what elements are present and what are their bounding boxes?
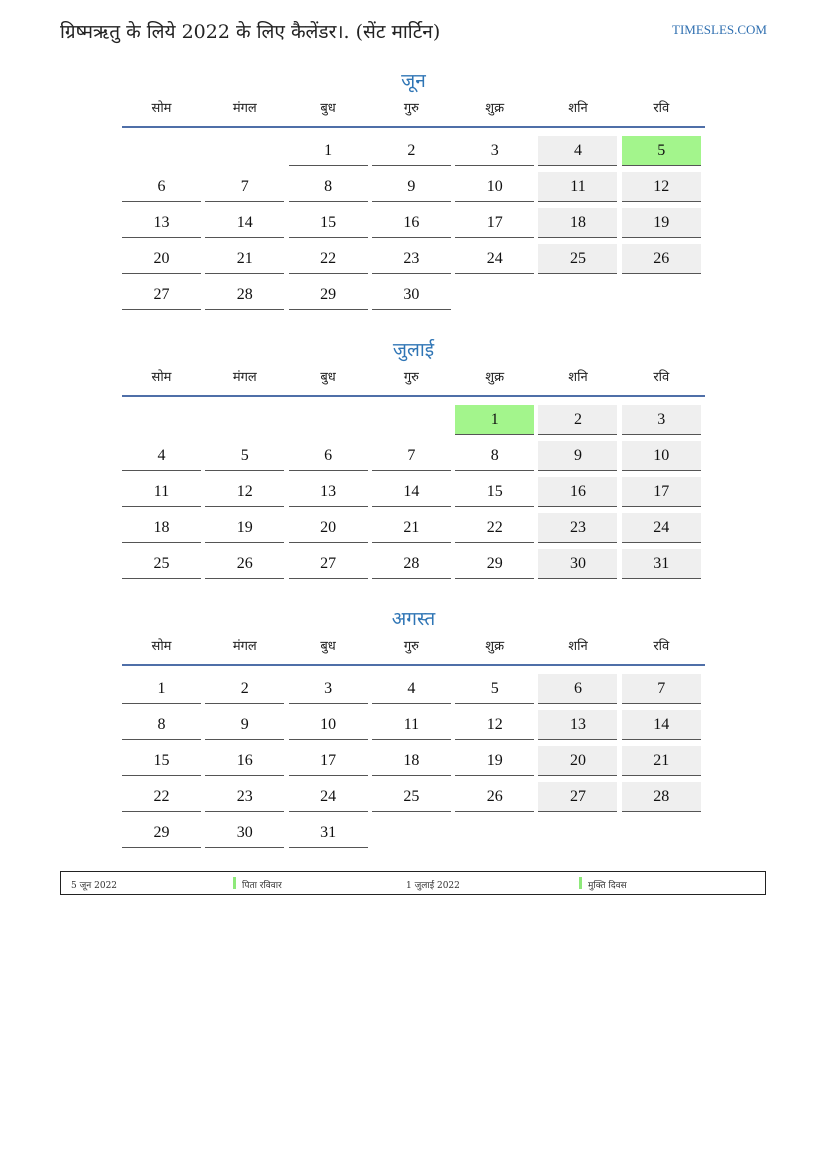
day-cell[interactable]: 25 [538, 244, 617, 274]
day-cell[interactable]: 14 [205, 208, 284, 238]
day-cell[interactable]: 7 [372, 441, 451, 471]
day-cell[interactable]: 3 [289, 674, 368, 704]
day-grid [122, 674, 705, 854]
day-cell[interactable]: 6 [538, 674, 617, 704]
day-cell[interactable]: 15 [289, 208, 368, 238]
weekday-header [122, 367, 705, 397]
weekday-label: मंगल [232, 639, 257, 654]
day-cell[interactable]: 22 [289, 244, 368, 274]
day-cell[interactable]: 17 [622, 477, 701, 507]
empty-day-cell [455, 818, 534, 848]
day-cell[interactable]: 24 [455, 244, 534, 274]
day-cell[interactable]: 1 [289, 136, 368, 166]
day-cell[interactable]: 20 [289, 513, 368, 543]
day-cell[interactable]: 13 [289, 477, 368, 507]
weekday-label: मंगल [232, 101, 257, 116]
day-cell[interactable]: 2 [205, 674, 284, 704]
page-title: ग्रिष्मऋतु के लिये 2022 के लिए कैलेंडर।. (सेंट मार्टिन) [60, 21, 441, 43]
month-block [122, 606, 705, 854]
empty-day-cell [289, 405, 368, 435]
empty-day-cell [205, 405, 284, 435]
weekday-label: गुरु [403, 370, 419, 385]
day-cell[interactable]: 20 [122, 244, 201, 274]
day-cell[interactable]: 4 [538, 136, 617, 166]
day-cell[interactable]: 14 [622, 710, 701, 740]
month-title: जुलाई [392, 339, 435, 361]
day-cell[interactable]: 5 [205, 441, 284, 471]
day-cell[interactable]: 7 [622, 674, 701, 704]
day-cell[interactable]: 27 [289, 549, 368, 579]
empty-day-cell [455, 280, 534, 310]
day-cell[interactable]: 15 [455, 477, 534, 507]
day-cell[interactable]: 18 [538, 208, 617, 238]
month-title: जून [401, 70, 426, 92]
day-cell[interactable]: 16 [538, 477, 617, 507]
empty-day-cell [538, 280, 617, 310]
day-cell[interactable]: 27 [538, 782, 617, 812]
empty-day-cell [372, 818, 451, 848]
weekday-label: शनि [568, 639, 588, 654]
day-cell[interactable]: 18 [372, 746, 451, 776]
legend-marker-1 [233, 877, 236, 889]
day-cell[interactable]: 30 [205, 818, 284, 848]
day-cell[interactable]: 8 [122, 710, 201, 740]
weekday-label: गुरु [403, 101, 419, 116]
day-cell[interactable]: 11 [122, 477, 201, 507]
legend-date-1: 5 जून 2022 [71, 881, 118, 891]
legend-marker-2 [579, 877, 582, 889]
day-cell[interactable]: 23 [538, 513, 617, 543]
day-cell[interactable]: 19 [455, 746, 534, 776]
day-cell[interactable]: 24 [289, 782, 368, 812]
day-cell[interactable]: 26 [622, 244, 701, 274]
weekday-header [122, 636, 705, 666]
day-cell[interactable]: 15 [122, 746, 201, 776]
day-cell[interactable]: 21 [205, 244, 284, 274]
day-cell[interactable]: 20 [538, 746, 617, 776]
day-cell[interactable]: 16 [205, 746, 284, 776]
empty-day-cell [538, 818, 617, 848]
day-cell[interactable]: 13 [538, 710, 617, 740]
weekday-label: बुध [320, 370, 336, 385]
day-cell[interactable]: 26 [205, 549, 284, 579]
legend-label-1: पिता रविवार [242, 881, 282, 891]
empty-day-cell [122, 405, 201, 435]
day-cell[interactable]: 4 [372, 674, 451, 704]
day-cell[interactable]: 21 [622, 746, 701, 776]
holiday-legend [60, 871, 766, 895]
day-cell[interactable]: 3 [455, 136, 534, 166]
day-cell[interactable]: 29 [122, 818, 201, 848]
day-cell[interactable]: 28 [205, 280, 284, 310]
weekday-label: गुरु [403, 639, 419, 654]
day-cell[interactable]: 1 [122, 674, 201, 704]
day-cell[interactable]: 22 [122, 782, 201, 812]
weekday-label: सोम [151, 101, 172, 116]
empty-day-cell [372, 405, 451, 435]
weekday-label: सोम [151, 639, 172, 654]
day-cell[interactable]: 7 [205, 172, 284, 202]
day-cell[interactable]: 26 [455, 782, 534, 812]
weekday-label: रवि [653, 370, 670, 385]
day-cell[interactable]: 9 [205, 710, 284, 740]
site-link[interactable]: TIMESLES.COM [672, 22, 767, 37]
day-cell[interactable]: 13 [122, 208, 201, 238]
day-cell[interactable]: 25 [122, 549, 201, 579]
weekday-label: मंगल [232, 370, 257, 385]
weekday-label: सोम [151, 370, 172, 385]
day-cell[interactable]: 14 [372, 477, 451, 507]
day-cell[interactable]: 18 [122, 513, 201, 543]
weekday-label: बुध [320, 101, 336, 116]
day-grid [122, 136, 705, 316]
day-cell[interactable]: 5 [455, 674, 534, 704]
weekday-label: शुक्र [485, 370, 505, 385]
day-cell[interactable]: 11 [538, 172, 617, 202]
day-cell[interactable]: 12 [455, 710, 534, 740]
day-cell[interactable]: 31 [289, 818, 368, 848]
month-block [122, 68, 705, 316]
day-cell[interactable]: 11 [372, 710, 451, 740]
day-cell[interactable]: 2 [538, 405, 617, 435]
day-cell[interactable]: 24 [622, 513, 701, 543]
day-cell[interactable]: 19 [205, 513, 284, 543]
day-cell[interactable]: 12 [205, 477, 284, 507]
weekday-label: शनि [568, 101, 588, 116]
day-cell[interactable]: 28 [622, 782, 701, 812]
weekday-label: रवि [653, 101, 670, 116]
day-cell[interactable]: 10 [622, 441, 701, 471]
day-cell[interactable]: 23 [205, 782, 284, 812]
weekday-header [122, 98, 705, 128]
day-cell[interactable]: 30 [372, 280, 451, 310]
weekday-label: शनि [568, 370, 588, 385]
day-cell[interactable]: 8 [455, 441, 534, 471]
day-cell[interactable]: 30 [538, 549, 617, 579]
day-grid [122, 405, 705, 585]
day-cell[interactable]: 16 [372, 208, 451, 238]
day-cell[interactable]: 3 [622, 405, 701, 435]
empty-day-cell [622, 280, 701, 310]
day-cell[interactable]: 9 [538, 441, 617, 471]
day-cell[interactable]: 23 [372, 244, 451, 274]
day-cell[interactable]: 27 [122, 280, 201, 310]
day-cell[interactable]: 1 [455, 405, 534, 435]
legend-date-2: 1 जुलाई 2022 [406, 881, 460, 891]
day-cell[interactable]: 10 [455, 172, 534, 202]
day-cell[interactable]: 9 [372, 172, 451, 202]
day-cell[interactable]: 25 [372, 782, 451, 812]
weekday-label: रवि [653, 639, 670, 654]
day-cell[interactable]: 10 [289, 710, 368, 740]
day-cell[interactable]: 12 [622, 172, 701, 202]
day-cell[interactable]: 6 [289, 441, 368, 471]
day-cell[interactable]: 19 [622, 208, 701, 238]
month-title: अगस्त [391, 608, 436, 630]
day-cell[interactable]: 22 [455, 513, 534, 543]
weekday-label: शुक्र [485, 101, 505, 116]
day-cell[interactable]: 31 [622, 549, 701, 579]
legend-label-2: मुक्ति दिवस [588, 881, 627, 891]
empty-day-cell [622, 818, 701, 848]
day-cell[interactable]: 29 [455, 549, 534, 579]
day-cell[interactable]: 5 [622, 136, 701, 166]
day-cell[interactable]: 17 [289, 746, 368, 776]
empty-day-cell [122, 136, 201, 166]
weekday-label: बुध [320, 639, 336, 654]
day-cell[interactable]: 17 [455, 208, 534, 238]
day-cell[interactable]: 21 [372, 513, 451, 543]
day-cell[interactable]: 2 [372, 136, 451, 166]
day-cell[interactable]: 29 [289, 280, 368, 310]
month-block [122, 337, 705, 585]
day-cell[interactable]: 4 [122, 441, 201, 471]
day-cell[interactable]: 6 [122, 172, 201, 202]
day-cell[interactable]: 28 [372, 549, 451, 579]
day-cell[interactable]: 8 [289, 172, 368, 202]
empty-day-cell [205, 136, 284, 166]
weekday-label: शुक्र [485, 639, 505, 654]
